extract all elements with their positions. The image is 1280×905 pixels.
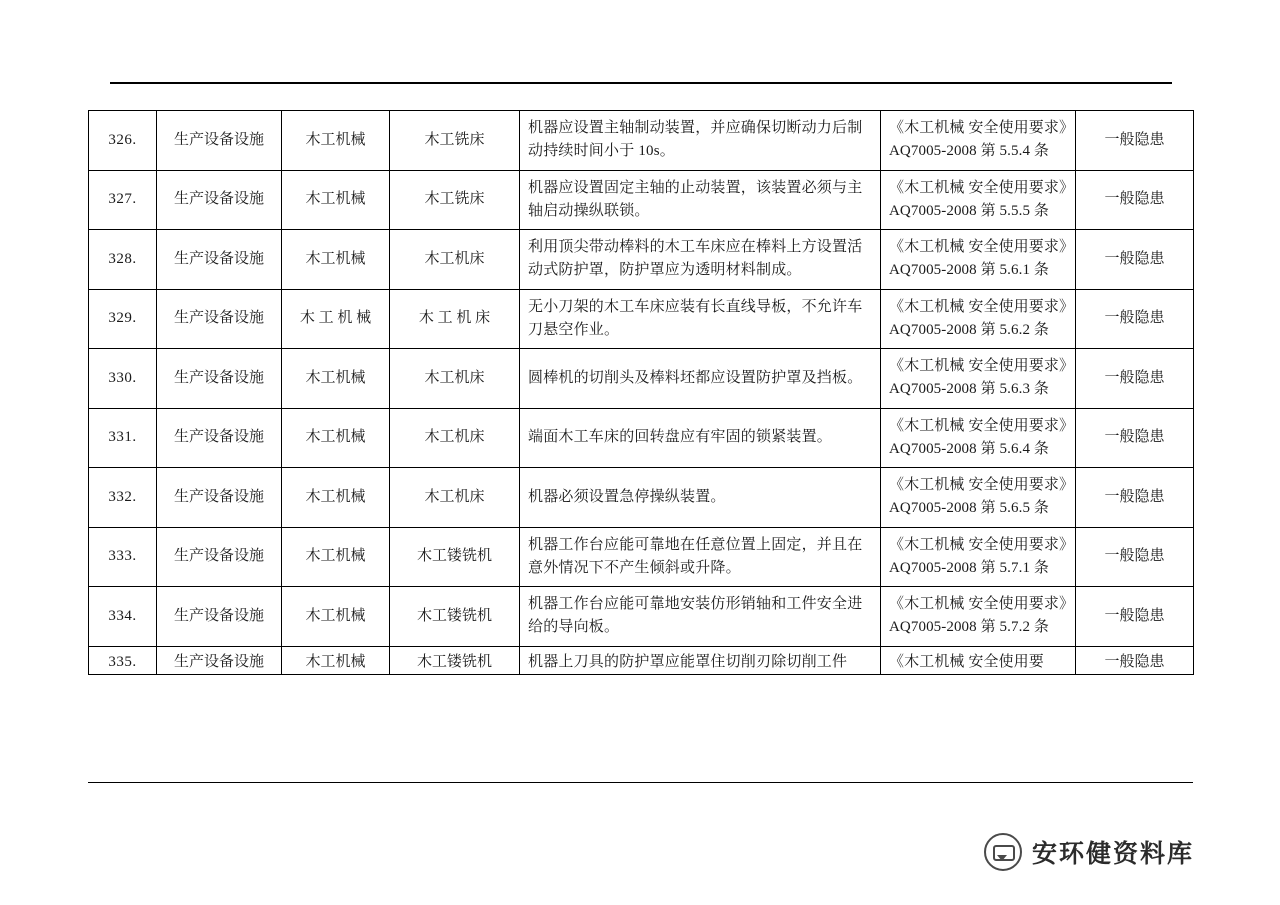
watermark-label: 安环健资料库 bbox=[1031, 840, 1194, 868]
table-row bbox=[89, 349, 1194, 409]
row-category: 生产设备设施 bbox=[157, 646, 282, 674]
header-rule bbox=[110, 82, 1172, 84]
row-level: 一般隐患 bbox=[1076, 289, 1194, 349]
row-number: 331. bbox=[89, 408, 157, 468]
row-number: 333. bbox=[89, 527, 157, 587]
row-subtype: 木 工 机 床 bbox=[390, 289, 520, 349]
row-subtype: 木工机床 bbox=[390, 230, 520, 290]
row-subtype: 木工镂铣机 bbox=[390, 527, 520, 587]
row-category: 生产设备设施 bbox=[157, 111, 282, 171]
table-row bbox=[89, 587, 1194, 647]
row-category: 生产设备设施 bbox=[157, 170, 282, 230]
row-number: 326. bbox=[89, 111, 157, 171]
table-row bbox=[89, 230, 1194, 290]
table-row bbox=[89, 468, 1194, 528]
row-reference: 《木工机械 安全使用要求》AQ7005-2008 第 5.6.5 条 bbox=[881, 468, 1076, 528]
row-level: 一般隐患 bbox=[1076, 468, 1194, 528]
table-row bbox=[89, 646, 1194, 674]
row-level: 一般隐患 bbox=[1076, 527, 1194, 587]
row-group: 木工机械 bbox=[282, 646, 390, 674]
row-description: 机器必须设置急停操纵装置。 bbox=[520, 468, 881, 528]
table-row bbox=[89, 289, 1194, 349]
row-description: 机器工作台应能可靠地安装仿形销轴和工件安全进给的导向板。 bbox=[520, 587, 881, 647]
row-reference: 《木工机械 安全使用要求》AQ7005-2008 第 5.6.3 条 bbox=[881, 349, 1076, 409]
row-description: 机器上刀具的防护罩应能罩住切削刃除切削工件 bbox=[520, 646, 881, 674]
row-reference: 《木工机械 安全使用要求》AQ7005-2008 第 5.7.1 条 bbox=[881, 527, 1076, 587]
row-level: 一般隐患 bbox=[1076, 349, 1194, 409]
hazard-table-container bbox=[88, 110, 1193, 675]
table-row bbox=[89, 170, 1194, 230]
row-subtype: 木工镂铣机 bbox=[390, 587, 520, 647]
row-group: 木工机械 bbox=[282, 527, 390, 587]
table-row bbox=[89, 527, 1194, 587]
row-level: 一般隐患 bbox=[1076, 170, 1194, 230]
table-row bbox=[89, 408, 1194, 468]
row-level: 一般隐患 bbox=[1076, 111, 1194, 171]
row-reference: 《木工机械 安全使用要求》AQ7005-2008 第 5.5.5 条 bbox=[881, 170, 1076, 230]
row-group: 木工机械 bbox=[282, 408, 390, 468]
row-subtype: 木工铣床 bbox=[390, 170, 520, 230]
row-group: 木工机械 bbox=[282, 230, 390, 290]
row-reference: 《木工机械 安全使用要求》AQ7005-2008 第 5.5.4 条 bbox=[881, 111, 1076, 171]
row-reference: 《木工机械 安全使用要求》AQ7005-2008 第 5.6.2 条 bbox=[881, 289, 1076, 349]
row-number: 332. bbox=[89, 468, 157, 528]
row-category: 生产设备设施 bbox=[157, 587, 282, 647]
row-description: 圆棒机的切削头及棒料坯都应设置防护罩及挡板。 bbox=[520, 349, 881, 409]
row-description: 机器工作台应能可靠地在任意位置上固定，并且在意外情况下不产生倾斜或升降。 bbox=[520, 527, 881, 587]
row-number: 335. bbox=[89, 646, 157, 674]
row-description: 利用顶尖带动棒料的木工车床应在棒料上方设置活动式防护罩，防护罩应为透明材料制成。 bbox=[520, 230, 881, 290]
row-group: 木工机械 bbox=[282, 111, 390, 171]
page-bottom-clip bbox=[0, 782, 1280, 822]
row-category: 生产设备设施 bbox=[157, 289, 282, 349]
hazard-table bbox=[88, 110, 1194, 675]
row-group: 木 工 机 械 bbox=[282, 289, 390, 349]
row-reference: 《木工机械 安全使用要 bbox=[881, 646, 1076, 674]
row-level: 一般隐患 bbox=[1076, 408, 1194, 468]
row-description: 端面木工车床的回转盘应有牢固的锁紧装置。 bbox=[520, 408, 881, 468]
row-group: 木工机械 bbox=[282, 587, 390, 647]
watermark bbox=[984, 833, 1194, 871]
row-subtype: 木工铣床 bbox=[390, 111, 520, 171]
row-group: 木工机械 bbox=[282, 349, 390, 409]
wechat-badge-icon bbox=[984, 833, 1022, 871]
row-description: 无小刀架的木工车床应装有长直线导板，不允许车刀悬空作业。 bbox=[520, 289, 881, 349]
table-row bbox=[89, 111, 1194, 171]
row-category: 生产设备设施 bbox=[157, 349, 282, 409]
row-reference: 《木工机械 安全使用要求》AQ7005-2008 第 5.6.1 条 bbox=[881, 230, 1076, 290]
row-description: 机器应设置固定主轴的止动装置，该装置必须与主轴启动操纵联锁。 bbox=[520, 170, 881, 230]
row-number: 328. bbox=[89, 230, 157, 290]
row-subtype: 木工机床 bbox=[390, 468, 520, 528]
row-reference: 《木工机械 安全使用要求》AQ7005-2008 第 5.6.4 条 bbox=[881, 408, 1076, 468]
table-bottom-edge bbox=[88, 782, 1193, 783]
row-group: 木工机械 bbox=[282, 170, 390, 230]
row-number: 334. bbox=[89, 587, 157, 647]
row-category: 生产设备设施 bbox=[157, 408, 282, 468]
row-description: 机器应设置主轴制动装置，并应确保切断动力后制动持续时间小于 10s。 bbox=[520, 111, 881, 171]
row-reference: 《木工机械 安全使用要求》AQ7005-2008 第 5.7.2 条 bbox=[881, 587, 1076, 647]
row-number: 330. bbox=[89, 349, 157, 409]
row-subtype: 木工机床 bbox=[390, 408, 520, 468]
row-subtype: 木工机床 bbox=[390, 349, 520, 409]
row-level: 一般隐患 bbox=[1076, 230, 1194, 290]
row-category: 生产设备设施 bbox=[157, 230, 282, 290]
row-level: 一般隐患 bbox=[1076, 587, 1194, 647]
row-subtype: 木工镂铣机 bbox=[390, 646, 520, 674]
row-group: 木工机械 bbox=[282, 468, 390, 528]
row-category: 生产设备设施 bbox=[157, 468, 282, 528]
row-level: 一般隐患 bbox=[1076, 646, 1194, 674]
row-number: 327. bbox=[89, 170, 157, 230]
row-category: 生产设备设施 bbox=[157, 527, 282, 587]
row-number: 329. bbox=[89, 289, 157, 349]
